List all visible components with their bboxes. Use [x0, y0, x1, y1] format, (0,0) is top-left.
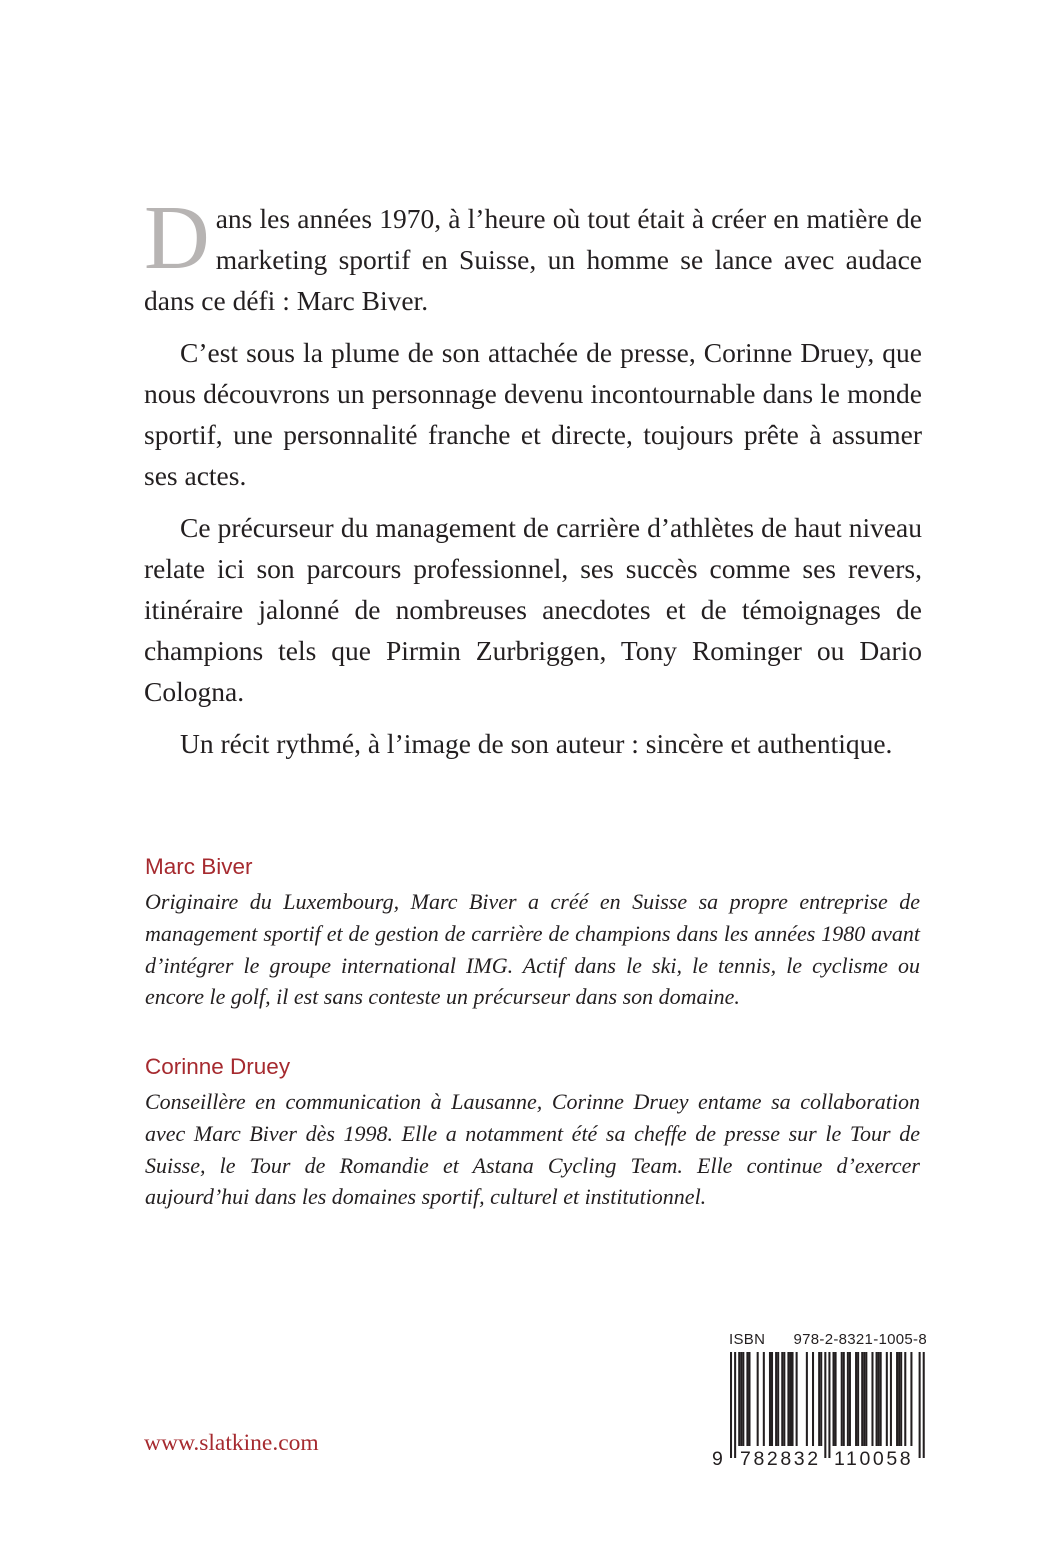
isbn-label: ISBN — [729, 1331, 766, 1348]
isbn-barcode-block — [712, 1331, 927, 1471]
barcode-bar — [841, 1352, 843, 1446]
barcode-bar — [734, 1352, 736, 1458]
author-bio-marc-biver — [145, 852, 920, 1013]
barcode-bar — [738, 1352, 740, 1446]
barcode-bar — [824, 1352, 826, 1458]
barcode-bar — [880, 1352, 882, 1446]
barcode-bar — [820, 1352, 822, 1446]
barcode-bar — [730, 1352, 732, 1458]
barcode-bar — [910, 1352, 912, 1446]
barcode-bar — [833, 1352, 835, 1446]
blurb-paragraph-1 — [144, 187, 922, 321]
blurb-paragraph-3: Ce précurseur du management de carrière d’athlètes de haut niveau relate ici son parcours professionnel, ses succès comme ses revers, itinéraire jalonné de nombreuses anecdotes et de témoignages de champions tels que Pirmin Zurbriggen, Tony Rominger ou Dario Cologna. — [144, 512, 922, 707]
barcode-bar — [878, 1352, 880, 1446]
barcode-bar — [796, 1352, 798, 1446]
barcode-bar — [863, 1352, 865, 1446]
barcode-bar — [855, 1352, 857, 1446]
barcode-bar — [843, 1352, 845, 1446]
blurb-paragraph-1-text: ans les années 1970, à l’heure où tout était à créer en matière de marketing sportif en Suisse, un homme se lance avec audace dans ce défi : Marc Biver. — [144, 203, 922, 316]
blurb-paragraph-2: C’est sous la plume de son attachée de presse, Corinne Druey, que nous découvrons un personnage devenu incontournable dans le monde sportif, une personnalité franche et directe, toujours prête à assumer ses actes. — [144, 337, 922, 491]
barcode-bar — [919, 1352, 921, 1458]
barcode-bar — [757, 1352, 759, 1446]
barcode-bar — [818, 1352, 820, 1446]
ean-right-digits: 110058 — [834, 1448, 914, 1470]
barcode-bar — [865, 1352, 867, 1446]
barcode-bar — [886, 1352, 888, 1446]
barcode-bar — [900, 1352, 902, 1446]
barcode-bar — [748, 1352, 750, 1446]
barcode-bar — [812, 1352, 814, 1446]
barcode-bar — [771, 1352, 773, 1446]
blurb-paragraph-4: Un récit rythmé, à l’image de son auteur : sincère et authentique. — [180, 728, 893, 759]
barcode-bar — [783, 1352, 785, 1446]
blurb — [144, 187, 922, 775]
barcode-bar — [775, 1352, 777, 1446]
barcode-bar — [742, 1352, 744, 1446]
barcode-bar — [898, 1352, 900, 1446]
barcode-bar — [871, 1352, 873, 1446]
author-name: Corinne Druey — [145, 1054, 291, 1079]
author-bio-corinne-druey — [145, 1052, 920, 1213]
author-bio-text: Originaire du Luxembourg, Marc Biver a créé en Suisse sa propre entreprise de management sportif et de gestion de carrière de champions dans les années 1980 avant d’intégrer le groupe international IMG. Actif dans le ski, le tennis, le cyclisme ou encore le golf, il est sans conteste un précurseur dans son domaine. — [145, 889, 920, 1010]
barcode-bar — [923, 1352, 925, 1458]
author-name: Marc Biver — [145, 854, 253, 879]
barcode-bar — [763, 1352, 765, 1446]
barcode-bar — [781, 1352, 783, 1446]
isbn-number: 978-2-8321-1005-8 — [793, 1331, 927, 1348]
barcode-bar — [777, 1352, 779, 1446]
publisher-website-link[interactable]: www.slatkine.com — [144, 1430, 319, 1456]
barcode-bar — [896, 1352, 898, 1446]
barcode-bar — [835, 1352, 837, 1446]
ean-first-digit: 9 — [712, 1448, 726, 1470]
ean-left-digits: 782832 — [740, 1448, 821, 1470]
barcode-bar — [857, 1352, 859, 1446]
author-bio-text: Conseillère en communication à Lausanne, Corinne Druey entame sa collaboration avec Marc Biver dès 1998. Elle a notamment été sa cheffe de presse sur le Tour de Suisse, le Tour de Romandie et Astana Cycling Team. Elle continue d’exercer aujourd’hui dans les domaines sportif, culturel et institutionnel. — [145, 1089, 920, 1210]
barcode-bar — [792, 1352, 794, 1446]
barcode-bar — [847, 1352, 849, 1446]
barcode-bar — [769, 1352, 771, 1446]
barcode-bar — [876, 1352, 878, 1446]
barcode-bar — [746, 1352, 748, 1446]
barcode-bar — [787, 1352, 789, 1446]
barcode-bar — [890, 1352, 892, 1446]
drop-cap: D — [144, 187, 210, 288]
barcode-bar — [828, 1352, 830, 1458]
barcode-bar — [740, 1352, 742, 1446]
barcode-bar — [806, 1352, 808, 1446]
barcode-bar — [849, 1352, 851, 1446]
barcode-bar — [904, 1352, 906, 1446]
barcode-bar — [861, 1352, 863, 1446]
barcode-bar — [789, 1352, 791, 1446]
